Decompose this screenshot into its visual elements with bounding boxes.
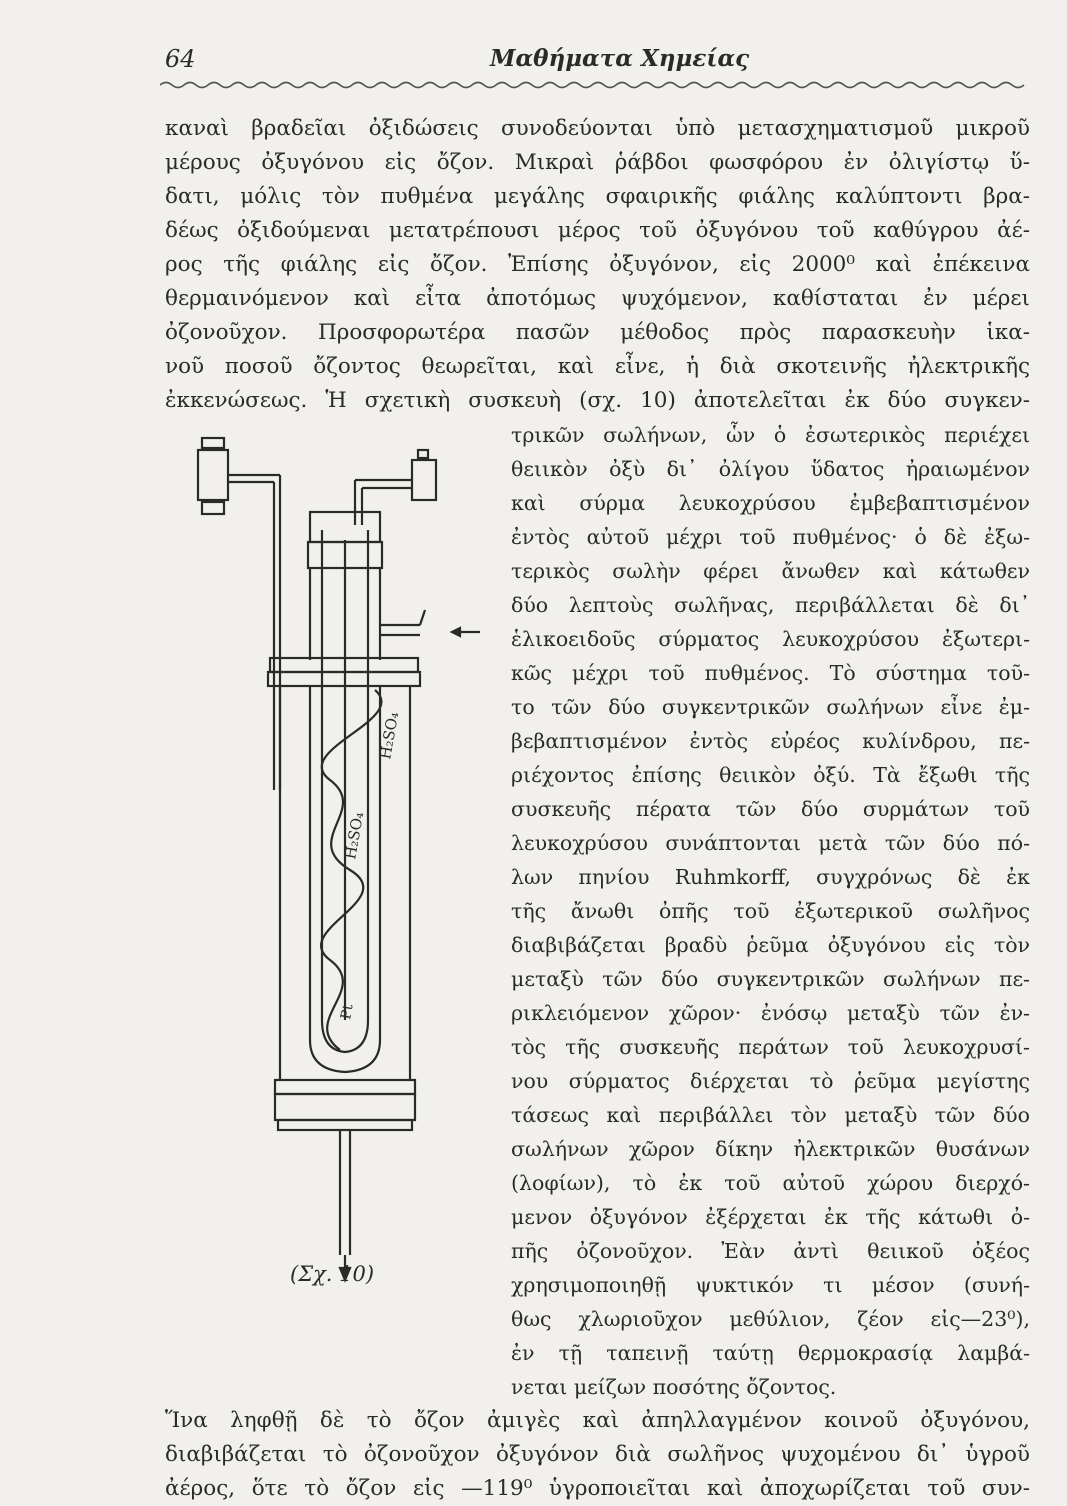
text-line: ἀέρος, ὅτε τὸ ὄζον εἰς —119⁰ ὑγροποιεῖται καὶ ἀποχωρίζεται τοῦ συν- [165, 1476, 1030, 1501]
text-line: νεται μείζων ποσότης ὄζοντος. [511, 1375, 837, 1399]
text-line: καναὶ βραδεῖαι ὀξιδώσεις συνοδεύονται ὑπὸ μετασχηματισμοῦ μικροῦ [165, 116, 1030, 141]
page-number: 64 [165, 45, 196, 73]
text-line: ρικλειόμενον χῶρον· ἐνόσῳ μεταξὺ τῶν ἐν- [511, 1001, 1030, 1025]
text-line: λων πηνίου Ruhmkorff, συγχρόνως δὲ ἐκ [511, 865, 1030, 889]
text-line: ἐντὸς αὐτοῦ μέχρι τοῦ πυθμένος· ὁ δὲ ἐξω- [511, 525, 1030, 549]
header-wavy-rule [160, 78, 1030, 92]
text-line: ριέχοντος ἐπίσης θειικὸν ὀξύ. Τὰ ἔξωθι τῆς [511, 763, 1030, 787]
text-line: δατι, μόλις τὸν πυθμένα μεγάλης σφαιρικῆς φιάλης καλύπτοντι βρα- [165, 184, 1030, 209]
text-line: τὸς τῆς συσκευῆς περάτων τοῦ λευκοχρυσί- [511, 1035, 1030, 1059]
running-head: Μαθήματα Χημείας [490, 45, 750, 72]
text-line: (λοφίων), τὸ ἐκ τοῦ αὐτοῦ χώρου διερχό- [511, 1171, 1030, 1195]
figure-caption: (Σχ. 10) [290, 1262, 375, 1286]
text-line: νου σύρματος διέρχεται τὸ ῥεῦμα μεγίστης [511, 1069, 1030, 1093]
text-line: διαβιβάζεται βραδὺ ῥεῦμα ὀξυγόνου εἰς τὸν [511, 933, 1030, 957]
text-line: διαβιβάζεται τὸ ὀζονοῦχον ὀξυγόνον διὰ σωλῆνος ψυχομένου δι᾽ ὑγροῦ [165, 1442, 1030, 1467]
figure-label-inner: H₂SO₄ [341, 810, 368, 861]
text-line: ὀζονοῦχον. Προσφορωτέρα πασῶν μέθοδος πρὸς παρασκευὴν ἱκα- [165, 320, 1030, 345]
text-line: θειικὸν ὀξὺ δι᾽ ὀλίγου ὕδατος ἠραιωμένον [511, 457, 1030, 481]
text-line: νοῦ ποσοῦ ὄζοντος θεωρεῖται, καὶ εἶνε, ἡ διὰ σκοτεινῆς ἠλεκτρικῆς [165, 354, 1030, 379]
text-line: χρησιμοποιηθῇ ψυκτικόν τι μέσον (συνή- [511, 1273, 1030, 1297]
text-line: λευκοχρύσου συνάπτονται μετὰ τῶν δύο πό- [511, 831, 1030, 855]
text-line: κῶς μέχρι τοῦ πυθμένος. Τὸ σύστημα τοῦ- [511, 661, 1030, 685]
text-line: δύο λεπτοὺς σωλῆνας, περιβάλλεται δὲ δι᾽ [511, 593, 1030, 617]
text-line: τάσεως καὶ περιβάλλει τὸν μεταξὺ τῶν δύο [511, 1103, 1030, 1127]
text-line: καὶ σύρμα λευκοχρύσου ἐμβεβαπτισμένον [511, 491, 1030, 515]
text-line: σωλήνων χῶρον δίκην ἠλεκτρικῶν θυσάνων [511, 1137, 1030, 1161]
text-line: τερικὸς σωλὴν φέρει ἄνωθεν καὶ κάτωθεν [511, 559, 1030, 583]
text-line: θως χλωριοῦχον μεθύλιον, ζέον εἰς—23⁰), [511, 1307, 1030, 1331]
text-line: ἐν τῇ ταπεινῇ ταύτῃ θερμοκρασίᾳ λαμβά- [511, 1341, 1030, 1365]
text-line: Ἵνα ληφθῇ δὲ τὸ ὄζον ἀμιγὲς καὶ ἀπηλλαγμένον κοινοῦ ὀξυγόνου, [165, 1408, 1030, 1433]
text-line: τῆς ἄνωθι ὀπῆς τοῦ ἐξωτερικοῦ σωλῆνος [511, 899, 1030, 923]
text-line: μέρους ὀξυγόνου εἰς ὄζον. Μικραὶ ῥάβδοι φωσφόρου ἐν ὀλιγίστῳ ὕ- [165, 150, 1030, 175]
text-line: συσκευῆς πέρατα τῶν δύο συρμάτων τοῦ [511, 797, 1030, 821]
text-line: ρος τῆς φιάλης εἰς ὄζον. Ἐπίσης ὀξυγόνον, εἰς 2000⁰ καὶ ἐπέκεινα [165, 252, 1030, 277]
text-line: μενον ὀξυγόνον ἐξέρχεται ἐκ τῆς κάτωθι ὀ- [511, 1205, 1030, 1229]
ozonizer-figure [180, 420, 510, 1320]
figure-label-outer: H₂SO₄ [376, 710, 403, 761]
figure-label-wire: Pt [338, 1003, 357, 1021]
text-line: δέως ὀξιδούμεναι μετατρέπουσι μέρος τοῦ ὀξυγόνου τοῦ καθύγρου ἀέ- [165, 218, 1030, 243]
text-line: πῆς ὀζονοῦχον. Ἐὰν ἀντὶ θειικοῦ ὀξέος [511, 1239, 1030, 1263]
text-line: τρικῶν σωλήνων, ὧν ὁ ἐσωτερικὸς περιέχει [511, 423, 1030, 447]
text-line: μεταξὺ τῶν δύο συγκεντρικῶν σωλήνων πε- [511, 967, 1030, 991]
text-line: θερμαινόμενον καὶ εἶτα ἀποτόμως ψυχόμενον, καθίσταται ἐν μέρει [165, 286, 1030, 311]
text-line: βεβαπτισμένον ἐντὸς εὐρέος κυλίνδρου, πε- [511, 729, 1030, 753]
text-line: ἐκκενώσεως. Ἡ σχετικὴ συσκευὴ (σχ. 10) ἀποτελεῖται ἐκ δύο συγκεν- [165, 388, 1030, 413]
text-line: το τῶν δύο συγκεντρικῶν σωλήνων εἶνε ἐμ- [511, 695, 1030, 719]
text-line: ἑλικοειδοῦς σύρματος λευκοχρύσου ἐξωτερι- [511, 627, 1030, 651]
